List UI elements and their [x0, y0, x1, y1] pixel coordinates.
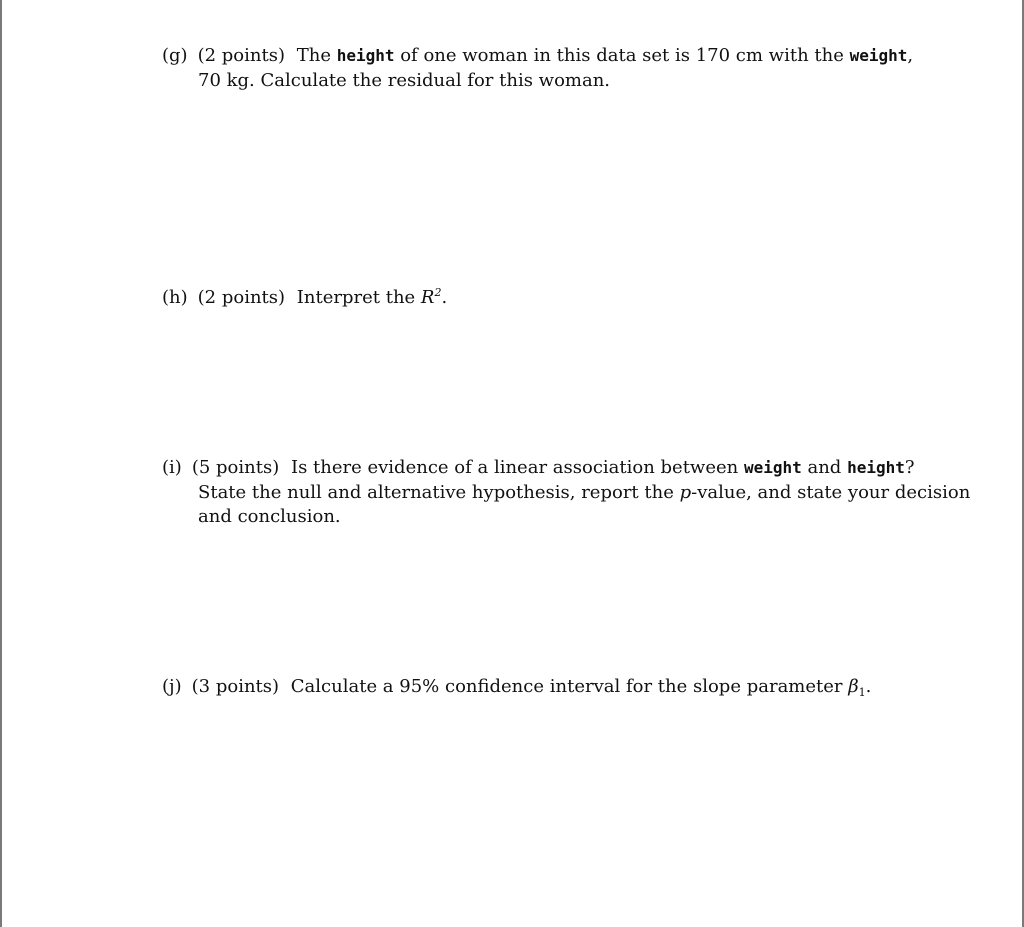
p-symbol: p	[679, 481, 692, 503]
question-i-line-3: and conclusion.	[198, 506, 341, 527]
question-h-text-2: .	[441, 287, 448, 308]
question-i-points: (5 points)	[191, 457, 280, 478]
question-h	[162, 286, 922, 311]
question-g-line-1	[162, 44, 922, 69]
variable-weight: weight	[849, 46, 908, 65]
question-g-line-2: 70 kg. Calculate the residual for this woman.	[198, 69, 611, 91]
question-i-line-1	[162, 456, 922, 481]
question-g-text-2: of one woman in this data set is 170 cm with the	[394, 45, 850, 66]
question-h-text-1: Interpret the	[296, 287, 421, 308]
question-i-line-2-b: -value, and state your decision	[691, 481, 971, 503]
question-h-line-1	[162, 286, 922, 311]
question-g-text-3: ,	[907, 45, 914, 66]
r-squared-exponent: 2	[434, 286, 442, 299]
question-j	[162, 675, 922, 700]
question-j-text-2: .	[865, 676, 872, 697]
variable-height: height	[336, 46, 395, 65]
question-i-text-2: and	[801, 457, 848, 478]
question-i-text-1: Is there evidence of a linear association between	[290, 457, 744, 478]
question-j-points: (3 points)	[191, 676, 280, 697]
question-i	[162, 456, 971, 530]
question-h-letter: (h)	[162, 287, 188, 308]
r-squared-base: R	[420, 287, 435, 308]
question-j-line-1	[162, 675, 922, 700]
beta-subscript: 1	[858, 686, 866, 699]
question-i-text-3: ?	[904, 457, 915, 478]
variable-weight: weight	[743, 458, 802, 477]
question-i-letter: (i)	[162, 457, 182, 478]
variable-height: height	[847, 458, 905, 477]
beta-base: β	[848, 676, 859, 697]
question-j-letter: (j)	[162, 676, 182, 697]
question-g-points: (2 points)	[197, 45, 285, 66]
question-g-letter: (g)	[162, 45, 188, 66]
question-h-points: (2 points)	[197, 287, 286, 308]
question-i-line-2	[162, 481, 971, 506]
question-j-text-1: Calculate a 95% confidence interval for the slope parameter	[290, 676, 849, 697]
r-squared-symbol	[421, 287, 442, 308]
question-g	[162, 44, 922, 93]
beta-one-symbol	[848, 676, 865, 697]
question-i-line-2-a: State the null and alternative hypothesis, report the	[198, 481, 680, 503]
page-left-border	[0, 0, 2, 927]
question-g-text-1: The	[296, 45, 337, 66]
